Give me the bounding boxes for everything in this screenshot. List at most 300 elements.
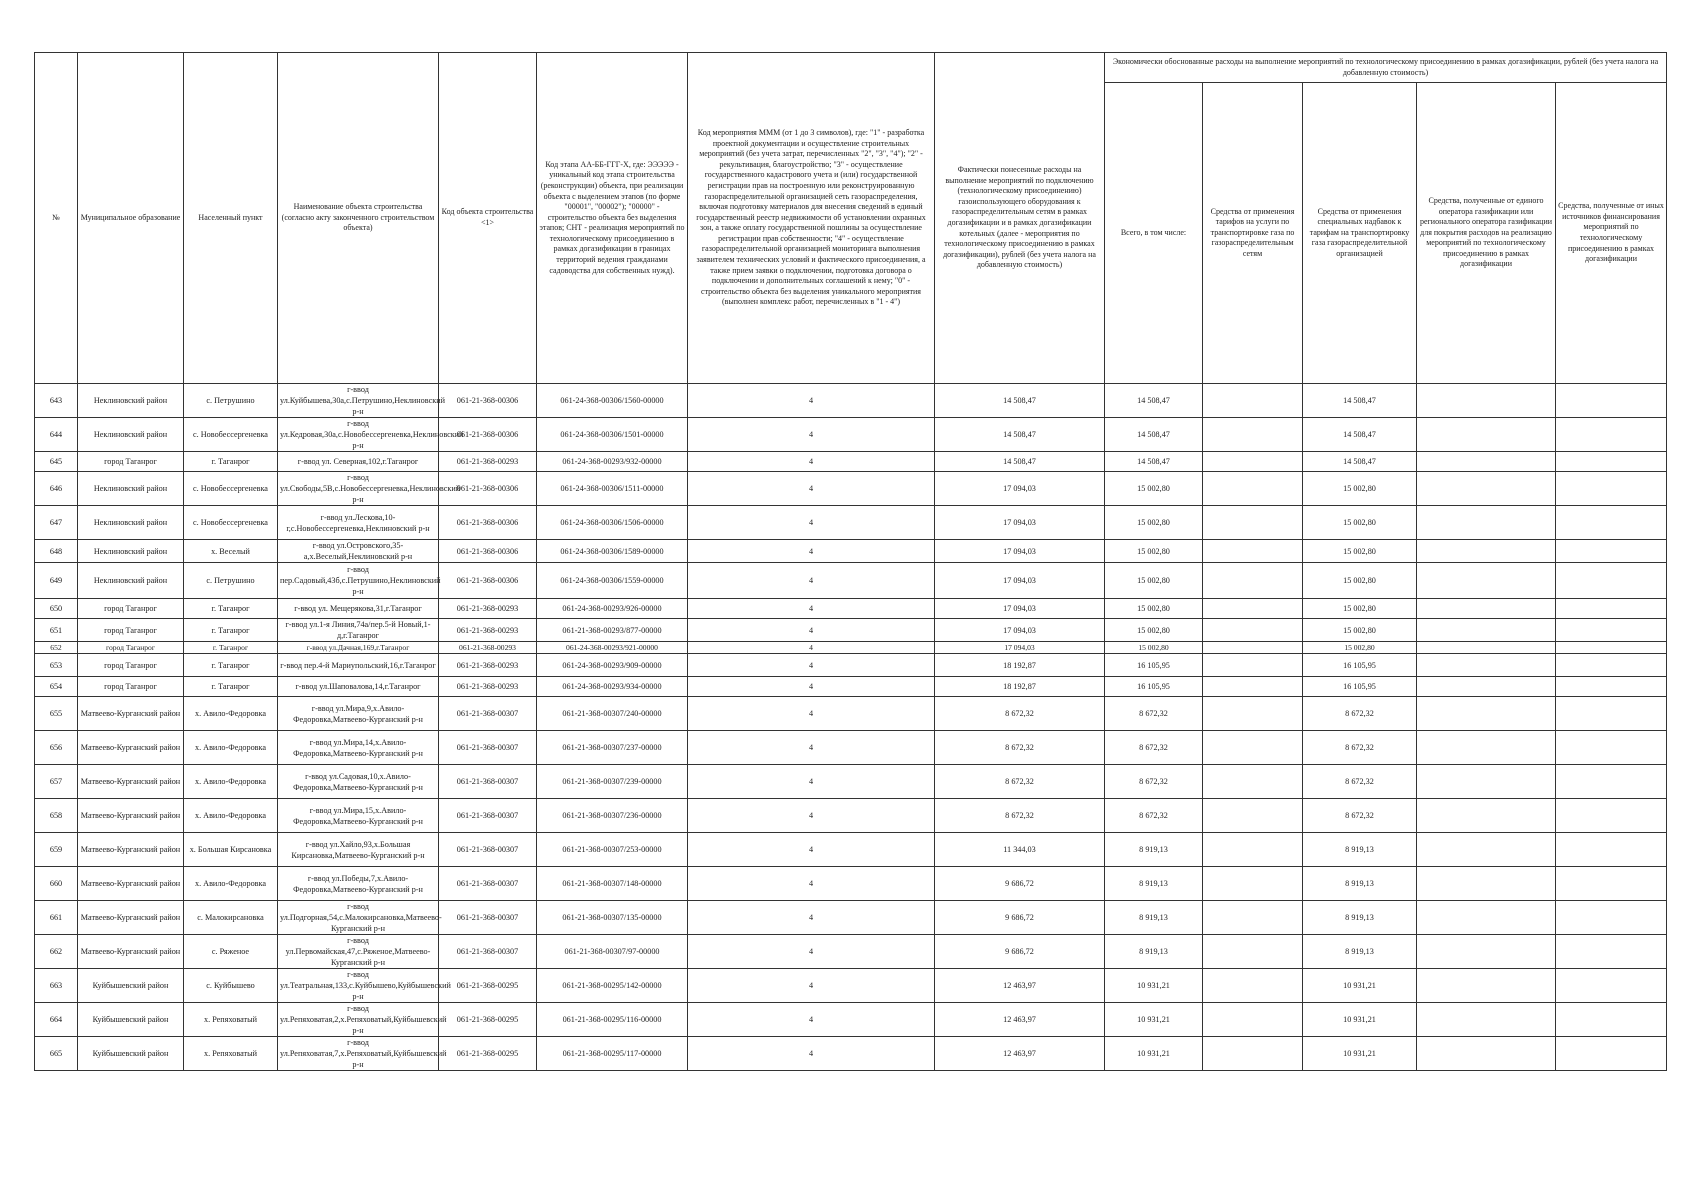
- activity-code-cell: 4: [688, 642, 935, 654]
- activity-code-cell: 4: [688, 901, 935, 935]
- object-name-cell: г-ввод ул.Репяховатая,7,х.Репяховатый,Куйбышевский р-н: [278, 1037, 439, 1071]
- table-row: [35, 384, 1667, 418]
- municipality-cell: Куйбышевский район: [78, 1003, 184, 1037]
- object-name-cell: г-ввод ул.Куйбышева,30а,с.Петрушино,Неклиновский р-н: [278, 384, 439, 418]
- activity-code-cell: 4: [688, 452, 935, 472]
- special-markup-cell: 14 508,47: [1303, 418, 1417, 452]
- tariff-transport-cell: [1203, 642, 1303, 654]
- municipality-cell: город Таганрог: [78, 619, 184, 642]
- stage-code-cell: 061-24-368-00306/1589-00000: [537, 540, 688, 563]
- special-markup-cell: 15 002,80: [1303, 642, 1417, 654]
- activity-code-cell: 4: [688, 867, 935, 901]
- stage-code-cell: 061-21-368-00307/253-00000: [537, 833, 688, 867]
- total-cell: 8 919,13: [1105, 901, 1203, 935]
- municipality-cell: Неклиновский район: [78, 384, 184, 418]
- other-sources-cell: [1556, 765, 1667, 799]
- header-operator-funds: Средства, полученные от единого оператора газификации или регионального оператора газификации для покрытия расходов на реализацию мероприятий по технологическому присоединению в рамках догазификации: [1417, 83, 1556, 384]
- table-row: [35, 642, 1667, 654]
- special-markup-cell: 8 672,32: [1303, 799, 1417, 833]
- object-code-cell: 061-21-368-00295: [439, 1037, 537, 1071]
- object-code-cell: 061-21-368-00306: [439, 506, 537, 540]
- other-sources-cell: [1556, 563, 1667, 599]
- operator-funds-cell: [1417, 935, 1556, 969]
- object-name-cell: г-ввод ул.Мира,14,х.Авило-Федоровка,Матвеево-Курганский р-н: [278, 731, 439, 765]
- total-cell: 15 002,80: [1105, 506, 1203, 540]
- stage-code-cell: 061-21-368-00307/236-00000: [537, 799, 688, 833]
- actual-costs-cell: 12 463,97: [935, 969, 1105, 1003]
- row-number-cell: 654: [35, 677, 78, 697]
- cost-table: [34, 52, 1667, 1071]
- total-cell: 10 931,21: [1105, 1037, 1203, 1071]
- table-row: [35, 619, 1667, 642]
- activity-code-cell: 4: [688, 969, 935, 1003]
- operator-funds-cell: [1417, 452, 1556, 472]
- row-number-cell: 662: [35, 935, 78, 969]
- actual-costs-cell: 17 094,03: [935, 506, 1105, 540]
- municipality-cell: Матвеево-Курганский район: [78, 731, 184, 765]
- row-number-cell: 650: [35, 599, 78, 619]
- locality-cell: х. Авило-Федоровка: [184, 867, 278, 901]
- object-name-cell: г-ввод ул.Первомайская,47,с.Ряженое,Матвеево-Курганский р-н: [278, 935, 439, 969]
- activity-code-cell: 4: [688, 833, 935, 867]
- operator-funds-cell: [1417, 677, 1556, 697]
- object-code-cell: 061-21-368-00306: [439, 540, 537, 563]
- special-markup-cell: 8 672,32: [1303, 697, 1417, 731]
- object-code-cell: 061-21-368-00293: [439, 677, 537, 697]
- other-sources-cell: [1556, 540, 1667, 563]
- other-sources-cell: [1556, 969, 1667, 1003]
- locality-cell: с. Малокирсановка: [184, 901, 278, 935]
- municipality-cell: Матвеево-Курганский район: [78, 901, 184, 935]
- municipality-cell: Неклиновский район: [78, 418, 184, 452]
- stage-code-cell: 061-21-368-00307/240-00000: [537, 697, 688, 731]
- special-markup-cell: 15 002,80: [1303, 506, 1417, 540]
- header-stage-code: Код этапа АА-ББ-ГГГ-Х, где: ЭЭЭЭЭ - уникальный код этапа строительства (реконструкции) объекта, при реализации объекта с выделением этапов (по форме "00001", "00002"); "00000" - строительство объекта без выделения этапов; СНТ - реализация мероприятий по технологическому присоединению в рамках догазификации в границах территорий ведения гражданами садоводства для собственных нужд).: [537, 53, 688, 384]
- header-object-name: Наименование объекта строительства (согласно акту законченного строительством объекта): [278, 53, 439, 384]
- object-code-cell: 061-21-368-00293: [439, 654, 537, 677]
- row-number-cell: 648: [35, 540, 78, 563]
- object-name-cell: г-ввод ул.Репяховатая,2,х.Репяховатый,Куйбышевский р-н: [278, 1003, 439, 1037]
- operator-funds-cell: [1417, 599, 1556, 619]
- tariff-transport-cell: [1203, 384, 1303, 418]
- tariff-transport-cell: [1203, 418, 1303, 452]
- locality-cell: г. Таганрог: [184, 452, 278, 472]
- activity-code-cell: 4: [688, 697, 935, 731]
- tariff-transport-cell: [1203, 969, 1303, 1003]
- operator-funds-cell: [1417, 697, 1556, 731]
- locality-cell: х. Авило-Федоровка: [184, 731, 278, 765]
- tariff-transport-cell: [1203, 833, 1303, 867]
- header-total: Всего, в том числе:: [1105, 83, 1203, 384]
- object-code-cell: 061-21-368-00293: [439, 642, 537, 654]
- actual-costs-cell: 18 192,87: [935, 677, 1105, 697]
- operator-funds-cell: [1417, 384, 1556, 418]
- operator-funds-cell: [1417, 969, 1556, 1003]
- object-code-cell: 061-21-368-00306: [439, 472, 537, 506]
- table-row: [35, 1037, 1667, 1071]
- total-cell: 15 002,80: [1105, 599, 1203, 619]
- activity-code-cell: 4: [688, 1037, 935, 1071]
- row-number-cell: 663: [35, 969, 78, 1003]
- row-number-cell: 660: [35, 867, 78, 901]
- table-row: [35, 1003, 1667, 1037]
- row-number-cell: 643: [35, 384, 78, 418]
- total-cell: 15 002,80: [1105, 540, 1203, 563]
- object-name-cell: г-ввод ул.Театральная,133,с.Куйбышево,Куйбышевский р-н: [278, 969, 439, 1003]
- other-sources-cell: [1556, 833, 1667, 867]
- locality-cell: х. Авило-Федоровка: [184, 697, 278, 731]
- special-markup-cell: 8 919,13: [1303, 901, 1417, 935]
- other-sources-cell: [1556, 935, 1667, 969]
- municipality-cell: Матвеево-Курганский район: [78, 765, 184, 799]
- header-other-sources: Средства, полученные от иных источников финансирования мероприятий по технологическому присоединению в рамках догазификации: [1556, 83, 1667, 384]
- header-tariff-transport: Средства от применения тарифов на услуги по транспортировке газа по газораспределительным сетям: [1203, 83, 1303, 384]
- other-sources-cell: [1556, 1037, 1667, 1071]
- header-object-code: Код объекта строительства <1>: [439, 53, 537, 384]
- locality-cell: х. Репяховатый: [184, 1037, 278, 1071]
- other-sources-cell: [1556, 452, 1667, 472]
- municipality-cell: Матвеево-Курганский район: [78, 867, 184, 901]
- total-cell: 15 002,80: [1105, 472, 1203, 506]
- row-number-cell: 653: [35, 654, 78, 677]
- table-row: [35, 540, 1667, 563]
- operator-funds-cell: [1417, 642, 1556, 654]
- row-number-cell: 646: [35, 472, 78, 506]
- row-number-cell: 659: [35, 833, 78, 867]
- other-sources-cell: [1556, 731, 1667, 765]
- locality-cell: г. Таганрог: [184, 599, 278, 619]
- stage-code-cell: 061-21-368-00307/237-00000: [537, 731, 688, 765]
- object-name-cell: г-ввод ул.Мира,15,х.Авило-Федоровка,Матвеево-Курганский р-н: [278, 799, 439, 833]
- locality-cell: с. Петрушино: [184, 563, 278, 599]
- total-cell: 8 672,32: [1105, 697, 1203, 731]
- object-code-cell: 061-21-368-00306: [439, 418, 537, 452]
- municipality-cell: Матвеево-Курганский район: [78, 833, 184, 867]
- other-sources-cell: [1556, 599, 1667, 619]
- tariff-transport-cell: [1203, 697, 1303, 731]
- object-code-cell: 061-21-368-00307: [439, 799, 537, 833]
- locality-cell: х. Авило-Федоровка: [184, 765, 278, 799]
- tariff-transport-cell: [1203, 472, 1303, 506]
- operator-funds-cell: [1417, 1037, 1556, 1071]
- operator-funds-cell: [1417, 472, 1556, 506]
- activity-code-cell: 4: [688, 619, 935, 642]
- other-sources-cell: [1556, 697, 1667, 731]
- table-row: [35, 452, 1667, 472]
- municipality-cell: Неклиновский район: [78, 540, 184, 563]
- total-cell: 8 672,32: [1105, 731, 1203, 765]
- table-row: [35, 833, 1667, 867]
- actual-costs-cell: 17 094,03: [935, 619, 1105, 642]
- object-name-cell: г-ввод ул.Победы,7,х.Авило-Федоровка,Матвеево-Курганский р-н: [278, 867, 439, 901]
- table-row: [35, 799, 1667, 833]
- stage-code-cell: 061-24-368-00293/909-00000: [537, 654, 688, 677]
- row-number-cell: 656: [35, 731, 78, 765]
- actual-costs-cell: 8 672,32: [935, 799, 1105, 833]
- locality-cell: г. Таганрог: [184, 654, 278, 677]
- object-code-cell: 061-21-368-00307: [439, 765, 537, 799]
- total-cell: 16 105,95: [1105, 654, 1203, 677]
- header-actual-costs: Фактически понесенные расходы на выполнение мероприятий по подключению (технологическому присоединению) газоиспользующего оборудования к газораспределительным сетям в рамках догазификации и в рамках догазификации котельных (далее - мероприятия по технологическому присоединению в рамках догазификации), рублей (без учета налога на добавленную стоимость): [935, 53, 1105, 384]
- municipality-cell: Матвеево-Курганский район: [78, 935, 184, 969]
- table-row: [35, 901, 1667, 935]
- activity-code-cell: 4: [688, 563, 935, 599]
- total-cell: 14 508,47: [1105, 418, 1203, 452]
- header-econ-group: Экономически обоснованные расходы на выполнение мероприятий по технологическому присоединению в рамках догазификации, рублей (без учета налога на добавленную стоимость): [1105, 53, 1667, 83]
- object-name-cell: г-ввод ул.Хайло,93,х.Большая Кирсановка,Матвеево-Курганский р-н: [278, 833, 439, 867]
- locality-cell: с. Куйбышево: [184, 969, 278, 1003]
- stage-code-cell: 061-24-368-00293/934-00000: [537, 677, 688, 697]
- municipality-cell: город Таганрог: [78, 642, 184, 654]
- municipality-cell: город Таганрог: [78, 599, 184, 619]
- operator-funds-cell: [1417, 540, 1556, 563]
- locality-cell: г. Таганрог: [184, 677, 278, 697]
- activity-code-cell: 4: [688, 765, 935, 799]
- activity-code-cell: 4: [688, 384, 935, 418]
- activity-code-cell: 4: [688, 418, 935, 452]
- other-sources-cell: [1556, 1003, 1667, 1037]
- stage-code-cell: 061-24-368-00293/926-00000: [537, 599, 688, 619]
- special-markup-cell: 8 672,32: [1303, 765, 1417, 799]
- object-name-cell: г-ввод пер.Садовый,43б,с.Петрушино,Неклиновский р-н: [278, 563, 439, 599]
- special-markup-cell: 15 002,80: [1303, 540, 1417, 563]
- total-cell: 15 002,80: [1105, 563, 1203, 599]
- municipality-cell: Неклиновский район: [78, 563, 184, 599]
- actual-costs-cell: 9 686,72: [935, 935, 1105, 969]
- total-cell: 16 105,95: [1105, 677, 1203, 697]
- locality-cell: с. Новобессергеневка: [184, 418, 278, 452]
- other-sources-cell: [1556, 867, 1667, 901]
- total-cell: 8 919,13: [1105, 867, 1203, 901]
- actual-costs-cell: 18 192,87: [935, 654, 1105, 677]
- stage-code-cell: 061-21-368-00307/135-00000: [537, 901, 688, 935]
- header-num: №: [35, 53, 78, 384]
- special-markup-cell: 15 002,80: [1303, 599, 1417, 619]
- locality-cell: с. Ряженое: [184, 935, 278, 969]
- total-cell: 8 919,13: [1105, 833, 1203, 867]
- special-markup-cell: 15 002,80: [1303, 472, 1417, 506]
- object-code-cell: 061-21-368-00293: [439, 452, 537, 472]
- actual-costs-cell: 17 094,03: [935, 599, 1105, 619]
- activity-code-cell: 4: [688, 677, 935, 697]
- stage-code-cell: 061-24-368-00293/932-00000: [537, 452, 688, 472]
- actual-costs-cell: 12 463,97: [935, 1003, 1105, 1037]
- stage-code-cell: 061-21-368-00295/117-00000: [537, 1037, 688, 1071]
- object-name-cell: г-ввод ул.Лескова,10-г,с.Новобессергеневка,Неклиновский р-н: [278, 506, 439, 540]
- object-code-cell: 061-21-368-00306: [439, 563, 537, 599]
- special-markup-cell: 8 919,13: [1303, 833, 1417, 867]
- table-row: [35, 677, 1667, 697]
- row-number-cell: 661: [35, 901, 78, 935]
- object-name-cell: г-ввод пер.4-й Мариупольский,16,г.Таганрог: [278, 654, 439, 677]
- table-body: [35, 384, 1667, 1071]
- activity-code-cell: 4: [688, 731, 935, 765]
- operator-funds-cell: [1417, 1003, 1556, 1037]
- object-code-cell: 061-21-368-00306: [439, 384, 537, 418]
- stage-code-cell: 061-21-368-00295/142-00000: [537, 969, 688, 1003]
- table-row: [35, 867, 1667, 901]
- locality-cell: х. Большая Кирсановка: [184, 833, 278, 867]
- actual-costs-cell: 17 094,03: [935, 540, 1105, 563]
- activity-code-cell: 4: [688, 472, 935, 506]
- table-row: [35, 599, 1667, 619]
- tariff-transport-cell: [1203, 1037, 1303, 1071]
- row-number-cell: 658: [35, 799, 78, 833]
- object-code-cell: 061-21-368-00293: [439, 619, 537, 642]
- row-number-cell: 649: [35, 563, 78, 599]
- object-name-cell: г-ввод ул.Свободы,5В,с.Новобессергеневка,Неклиновский р-н: [278, 472, 439, 506]
- special-markup-cell: 14 508,47: [1303, 452, 1417, 472]
- stage-code-cell: 061-21-368-00295/116-00000: [537, 1003, 688, 1037]
- actual-costs-cell: 14 508,47: [935, 452, 1105, 472]
- row-number-cell: 651: [35, 619, 78, 642]
- tariff-transport-cell: [1203, 731, 1303, 765]
- header-activity-code: Код мероприятия МММ (от 1 до 3 символов), где: "1" - разработка проектной документации и осуществление строительных мероприятий (без учета затрат, перечисленных "2", "3", "4"); "2" - рекультивация, благоустройство; "3" - осуществление государственного кадастрового учета и (или) государственной регистрации прав на построенную или реконструированную газораспределительной организацией сеть газораспределения, включая подготовку материалов для внесения сведений в единый государственный реестр недвижимости об установлении охранных зон, а также оплату государственной пошлины за осуществление регистрации прав собственности; "4" - осуществление газораспределительной организацией мониторинга выполнения заявителем технических условий и фактического присоединения, а также прием заявки о подключении, подготовка договора о подключении и дополнительных соглашений к нему; "0" - строительство объекта без выделения уникального мероприятия (выполнен комплекс работ, перечисленных в "1 - 4"): [688, 53, 935, 384]
- tariff-transport-cell: [1203, 506, 1303, 540]
- operator-funds-cell: [1417, 654, 1556, 677]
- total-cell: 8 919,13: [1105, 935, 1203, 969]
- operator-funds-cell: [1417, 731, 1556, 765]
- actual-costs-cell: 17 094,03: [935, 472, 1105, 506]
- object-code-cell: 061-21-368-00307: [439, 731, 537, 765]
- actual-costs-cell: 17 094,03: [935, 642, 1105, 654]
- total-cell: 14 508,47: [1105, 384, 1203, 418]
- special-markup-cell: 8 672,32: [1303, 731, 1417, 765]
- row-number-cell: 645: [35, 452, 78, 472]
- object-name-cell: г-ввод ул.Дачная,169,г.Таганрог: [278, 642, 439, 654]
- other-sources-cell: [1556, 384, 1667, 418]
- tariff-transport-cell: [1203, 799, 1303, 833]
- special-markup-cell: 16 105,95: [1303, 677, 1417, 697]
- municipality-cell: город Таганрог: [78, 452, 184, 472]
- locality-cell: х. Репяховатый: [184, 1003, 278, 1037]
- actual-costs-cell: 12 463,97: [935, 1037, 1105, 1071]
- object-name-cell: г-ввод ул.Мира,9,х.Авило-Федоровка,Матвеево-Курганский р-н: [278, 697, 439, 731]
- other-sources-cell: [1556, 799, 1667, 833]
- stage-code-cell: 061-24-368-00306/1511-00000: [537, 472, 688, 506]
- total-cell: 10 931,21: [1105, 969, 1203, 1003]
- special-markup-cell: 15 002,80: [1303, 563, 1417, 599]
- operator-funds-cell: [1417, 799, 1556, 833]
- activity-code-cell: 4: [688, 540, 935, 563]
- total-cell: 10 931,21: [1105, 1003, 1203, 1037]
- actual-costs-cell: 8 672,32: [935, 731, 1105, 765]
- table-row: [35, 765, 1667, 799]
- other-sources-cell: [1556, 418, 1667, 452]
- operator-funds-cell: [1417, 833, 1556, 867]
- special-markup-cell: 10 931,21: [1303, 1003, 1417, 1037]
- table-row: [35, 731, 1667, 765]
- table-row: [35, 935, 1667, 969]
- locality-cell: с. Петрушино: [184, 384, 278, 418]
- activity-code-cell: 4: [688, 654, 935, 677]
- row-number-cell: 657: [35, 765, 78, 799]
- locality-cell: г. Таганрог: [184, 619, 278, 642]
- header-municipality: Муниципальное образование: [78, 53, 184, 384]
- municipality-cell: город Таганрог: [78, 677, 184, 697]
- municipality-cell: Куйбышевский район: [78, 1037, 184, 1071]
- operator-funds-cell: [1417, 619, 1556, 642]
- object-name-cell: г-ввод ул.Садовая,10,х.Авило-Федоровка,Матвеево-Курганский р-н: [278, 765, 439, 799]
- object-name-cell: г-ввод ул.Подгорная,54,с.Малокирсановка,Матвеево-Курганский р-н: [278, 901, 439, 935]
- actual-costs-cell: 11 344,03: [935, 833, 1105, 867]
- actual-costs-cell: 17 094,03: [935, 563, 1105, 599]
- municipality-cell: Неклиновский район: [78, 472, 184, 506]
- actual-costs-cell: 14 508,47: [935, 384, 1105, 418]
- object-name-cell: г-ввод ул.Шаповалова,14,г.Таганрог: [278, 677, 439, 697]
- row-number-cell: 652: [35, 642, 78, 654]
- tariff-transport-cell: [1203, 452, 1303, 472]
- locality-cell: с. Новобессергеневка: [184, 506, 278, 540]
- operator-funds-cell: [1417, 418, 1556, 452]
- stage-code-cell: 061-24-368-00306/1560-00000: [537, 384, 688, 418]
- municipality-cell: Куйбышевский район: [78, 969, 184, 1003]
- special-markup-cell: 8 919,13: [1303, 867, 1417, 901]
- object-code-cell: 061-21-368-00307: [439, 935, 537, 969]
- tariff-transport-cell: [1203, 599, 1303, 619]
- operator-funds-cell: [1417, 901, 1556, 935]
- stage-code-cell: 061-24-368-00293/921-00000: [537, 642, 688, 654]
- stage-code-cell: 061-21-368-00307/148-00000: [537, 867, 688, 901]
- operator-funds-cell: [1417, 506, 1556, 540]
- other-sources-cell: [1556, 642, 1667, 654]
- locality-cell: х. Веселый: [184, 540, 278, 563]
- tariff-transport-cell: [1203, 677, 1303, 697]
- tariff-transport-cell: [1203, 563, 1303, 599]
- locality-cell: г. Таганрог: [184, 642, 278, 654]
- special-markup-cell: 14 508,47: [1303, 384, 1417, 418]
- stage-code-cell: 061-21-368-00307/97-00000: [537, 935, 688, 969]
- other-sources-cell: [1556, 901, 1667, 935]
- stage-code-cell: 061-21-368-00307/239-00000: [537, 765, 688, 799]
- tariff-transport-cell: [1203, 1003, 1303, 1037]
- stage-code-cell: 061-24-368-00306/1559-00000: [537, 563, 688, 599]
- other-sources-cell: [1556, 677, 1667, 697]
- object-name-cell: г-ввод ул.Кедровая,30а,с.Новобессергеневка,Неклиновский р-н: [278, 418, 439, 452]
- other-sources-cell: [1556, 472, 1667, 506]
- special-markup-cell: 10 931,21: [1303, 1037, 1417, 1071]
- table-row: [35, 969, 1667, 1003]
- operator-funds-cell: [1417, 563, 1556, 599]
- object-code-cell: 061-21-368-00295: [439, 1003, 537, 1037]
- activity-code-cell: 4: [688, 799, 935, 833]
- municipality-cell: Матвеево-Курганский район: [78, 697, 184, 731]
- other-sources-cell: [1556, 654, 1667, 677]
- actual-costs-cell: 14 508,47: [935, 418, 1105, 452]
- row-number-cell: 655: [35, 697, 78, 731]
- object-code-cell: 061-21-368-00307: [439, 697, 537, 731]
- table-row: [35, 472, 1667, 506]
- tariff-transport-cell: [1203, 654, 1303, 677]
- locality-cell: х. Авило-Федоровка: [184, 799, 278, 833]
- actual-costs-cell: 8 672,32: [935, 697, 1105, 731]
- table-row: [35, 506, 1667, 540]
- actual-costs-cell: 8 672,32: [935, 765, 1105, 799]
- stage-code-cell: 061-21-368-00293/877-00000: [537, 619, 688, 642]
- special-markup-cell: 15 002,80: [1303, 619, 1417, 642]
- table-row: [35, 563, 1667, 599]
- object-code-cell: 061-21-368-00307: [439, 867, 537, 901]
- row-number-cell: 644: [35, 418, 78, 452]
- row-number-cell: 647: [35, 506, 78, 540]
- tariff-transport-cell: [1203, 540, 1303, 563]
- table-header: [35, 53, 1667, 384]
- object-code-cell: 061-21-368-00295: [439, 969, 537, 1003]
- object-code-cell: 061-21-368-00307: [439, 901, 537, 935]
- header-special-markup: Средства от применения специальных надбавок к тарифам на транспортировку газа газораспределительной организацией: [1303, 83, 1417, 384]
- object-name-cell: г-ввод ул.Островского,35-а,х.Веселый,Неклиновский р-н: [278, 540, 439, 563]
- other-sources-cell: [1556, 619, 1667, 642]
